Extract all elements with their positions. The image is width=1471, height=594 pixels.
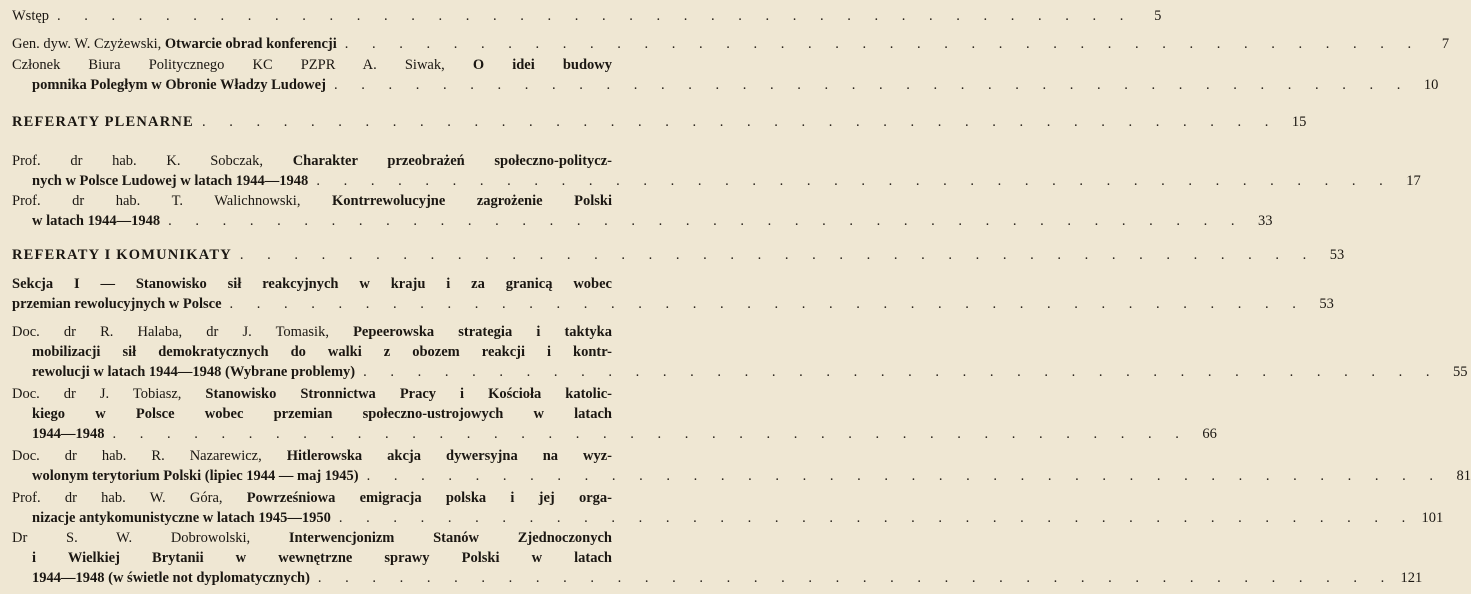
section-heading: REFERATY PLENARNE	[12, 114, 194, 130]
toc-entry-text	[12, 34, 337, 54]
dot-leader: . . . . . . . . . . . . . . . . . . . . . . . . . . . . . . . . . . . . . . . .	[317, 570, 1395, 586]
dot-leader: . . . . . . . . . . . . . . . . . . . . . . . . . . . . . . . . . . . . . . . .	[316, 173, 1393, 189]
toc-entry-walichnowski	[12, 191, 1273, 231]
toc-entry-title: nych w Polsce Ludowej w latach 1944—1948	[32, 173, 309, 189]
toc-entry-title: mobilizacji sił demokratycznych do walki z obozem reakcji i kontr-	[32, 344, 612, 360]
toc-entry-line	[12, 55, 612, 75]
toc-entry-text	[32, 424, 105, 444]
toc-entry-title: 1944—1948 (w świetle not dyplomatycznych)	[32, 570, 310, 586]
toc-entry-last-line	[12, 211, 1273, 231]
toc-entry-title: nizacje antykomunistyczne w latach 1945—1950	[32, 510, 331, 526]
toc-page-number: 55	[1453, 364, 1468, 380]
toc-entry-text	[32, 466, 359, 486]
dot-leader: . . . . . . . . . . . . . . . . . . . . . . . . . . . . . . . . . . . . . . . .	[168, 213, 1245, 229]
dot-leader: . . . . . . . . . . . . . . . . . . . . . . . . . . . . . . . . . . . . . . . .	[239, 247, 1317, 263]
toc-entry-last-line	[12, 568, 1423, 588]
toc-entry-author: Doc. dr R. Halaba, dr J. Tomasik,	[12, 324, 354, 340]
toc-entry-title: Sekcja I — Stanowisko sił reakcyjnych w kraju i za granicą wobec	[12, 276, 612, 292]
toc-entry-title: rewolucji w latach 1944—1948 (Wybrane problemy)	[32, 364, 356, 380]
toc-entry-line	[12, 342, 612, 362]
toc-section-referaty-i-komunikaty	[12, 245, 1345, 265]
toc-entry-text	[12, 294, 222, 314]
dot-leader: . . . . . . . . . . . . . . . . . . . . . . . . . . . . . . . . . . . . . . . .	[366, 468, 1443, 484]
toc-page-number: 17	[1406, 173, 1421, 189]
toc-entry-text	[32, 508, 331, 528]
toc-page-number: 7	[1441, 36, 1450, 52]
toc-page-number: 15	[1291, 114, 1307, 130]
toc-entry-title: kiego w Polsce wobec przemian społeczno-ustrojowych w latach	[32, 406, 612, 422]
toc-entry-siwak	[12, 55, 1439, 95]
toc-page-number: 5	[1154, 8, 1162, 24]
toc-entry-line	[12, 548, 612, 568]
toc-page-number: 10	[1423, 77, 1439, 93]
toc-entry-czyzewski	[12, 34, 1450, 54]
toc-entry-title: O idei budowy	[472, 57, 613, 73]
toc-entry-line	[12, 191, 612, 211]
toc-entry-author: Prof. dr hab. K. Sobczak,	[12, 153, 293, 169]
toc-entry-title: wolonym terytorium Polski (lipiec 1944 — maj 1945)	[32, 468, 359, 484]
toc-section-referaty-plenarne	[12, 112, 1307, 132]
toc-entry-title: Pepeerowska strategia i taktyka	[353, 324, 612, 340]
dot-leader: . . . . . . . . . . . . . . . . . . . . . . . . . . . . . . . . . . . . . . . .	[201, 114, 1279, 130]
toc-entry-author: Prof. dr hab. W. Góra,	[12, 490, 247, 506]
toc-entry-title: pomnika Poległym w Obronie Władzy Ludowej	[32, 77, 326, 93]
dot-leader: . . . . . . . . . . . . . . . . . . . . . . . . . . . . . . . . . . . . . . . .	[344, 36, 1422, 52]
toc-entry-text	[32, 211, 160, 231]
toc-entry-author: Wstęp	[12, 8, 50, 24]
toc-page-number: 53	[1329, 247, 1345, 263]
dot-leader: . . . . . . . . . . . . . . . . . . . . . . . . . . . . . . . . . . . . . . . .	[333, 77, 1411, 93]
toc-entry-last-line	[12, 245, 1345, 265]
toc-entry-text	[32, 362, 355, 382]
toc-entry-title: przemian rewolucyjnych w Polsce	[12, 296, 222, 312]
toc-entry-line	[12, 488, 612, 508]
toc-entry-title: Interwencjonizm Stanów Zjednoczonych	[288, 530, 612, 546]
toc-entry-line	[12, 151, 612, 171]
toc-entry-title: i Wielkiej Brytanii w wewnętrzne sprawy Polski w latach	[32, 550, 612, 566]
toc-entry-last-line	[12, 362, 1468, 382]
toc-page-number: 66	[1202, 426, 1217, 442]
toc-entry-last-line	[12, 466, 1471, 486]
toc-entry-title: w latach 1944—1948	[32, 213, 161, 229]
toc-page-number: 81	[1456, 468, 1471, 484]
toc-page-number: 121	[1400, 570, 1423, 586]
toc-entry-author: Dr S. W. Dobrowolski,	[12, 530, 289, 546]
toc-entry-last-line	[12, 112, 1307, 132]
toc-entry-sekcja-1	[12, 274, 1334, 314]
toc-entry-text	[32, 171, 308, 191]
toc-entry-last-line	[12, 75, 1439, 95]
toc-entry-last-line	[12, 424, 1217, 444]
toc-entry-title: Otwarcie obrad konferencji	[164, 36, 337, 52]
toc-entry-author: Członek Biura Politycznego KC PZPR A. Siwak,	[12, 57, 473, 73]
toc-entry-title: Kontrrewolucyjne zagrożenie Polski	[332, 193, 612, 209]
toc-entry-line	[12, 404, 612, 424]
toc-entry-line	[12, 446, 612, 466]
toc-entry-line	[12, 322, 612, 342]
toc-page-number: 53	[1319, 296, 1334, 312]
toc-entry-text	[32, 568, 310, 588]
toc-entry-halaba-tomasik	[12, 322, 1468, 382]
dot-leader: . . . . . . . . . . . . . . . . . . . . . . . . . . . . . . . . . . . . . . . .	[338, 510, 1416, 526]
toc-entry-text	[12, 6, 49, 26]
toc-entry-last-line	[12, 171, 1421, 191]
toc-entry-sobczak	[12, 151, 1421, 191]
toc-entry-title: Charakter przeobrażeń społeczno-politycz-	[292, 153, 612, 169]
toc-page-number: 101	[1421, 510, 1444, 526]
toc-entry-nazarewicz	[12, 446, 1471, 486]
toc-entry-last-line	[12, 508, 1444, 528]
toc-entry-text	[32, 75, 326, 95]
toc-page-number: 33	[1257, 213, 1273, 229]
toc-entry-wstep	[12, 6, 1162, 26]
dot-leader: . . . . . . . . . . . . . . . . . . . . . . . . . . . . . . . . . . . . . . . .	[112, 426, 1189, 442]
toc-entry-title: 1944—1948	[32, 426, 105, 442]
toc-entry-dobrowolski	[12, 528, 1423, 588]
toc-entry-author: Gen. dyw. W. Czyżewski,	[12, 36, 165, 52]
toc-entry-line	[12, 528, 612, 548]
toc-entry-line	[12, 384, 612, 404]
toc-entry-author: Prof. dr hab. T. Walichnowski,	[12, 193, 332, 209]
dot-leader: . . . . . . . . . . . . . . . . . . . . . . . . . . . . . . . . . . . . . . . .	[229, 296, 1306, 312]
section-heading: REFERATY I KOMUNIKATY	[12, 247, 232, 263]
toc-entry-title: Powrześniowa emigracja polska i jej orga-	[246, 490, 612, 506]
toc-entry-line	[12, 274, 612, 294]
toc-entry-gora	[12, 488, 1444, 528]
dot-leader: . . . . . . . . . . . . . . . . . . . . . . . . . . . . . . . . . . . . . . . .	[57, 8, 1134, 24]
toc-entry-title: Hitlerowska akcja dywersyjna na wyz-	[286, 448, 612, 464]
toc-entry-author: Doc. dr hab. R. Nazarewicz,	[12, 448, 287, 464]
toc-entry-last-line	[12, 34, 1450, 54]
toc-entry-last-line	[12, 6, 1162, 26]
toc-entry-title: Stanowisko Stronnictwa Pracy i Kościoła katolic-	[205, 386, 612, 402]
toc-entry-last-line	[12, 294, 1334, 314]
toc-entry-tobiasz	[12, 384, 1217, 444]
dot-leader: . . . . . . . . . . . . . . . . . . . . . . . . . . . . . . . . . . . . . . . .	[363, 364, 1440, 380]
toc-entry-author: Doc. dr J. Tobiasz,	[12, 386, 206, 402]
